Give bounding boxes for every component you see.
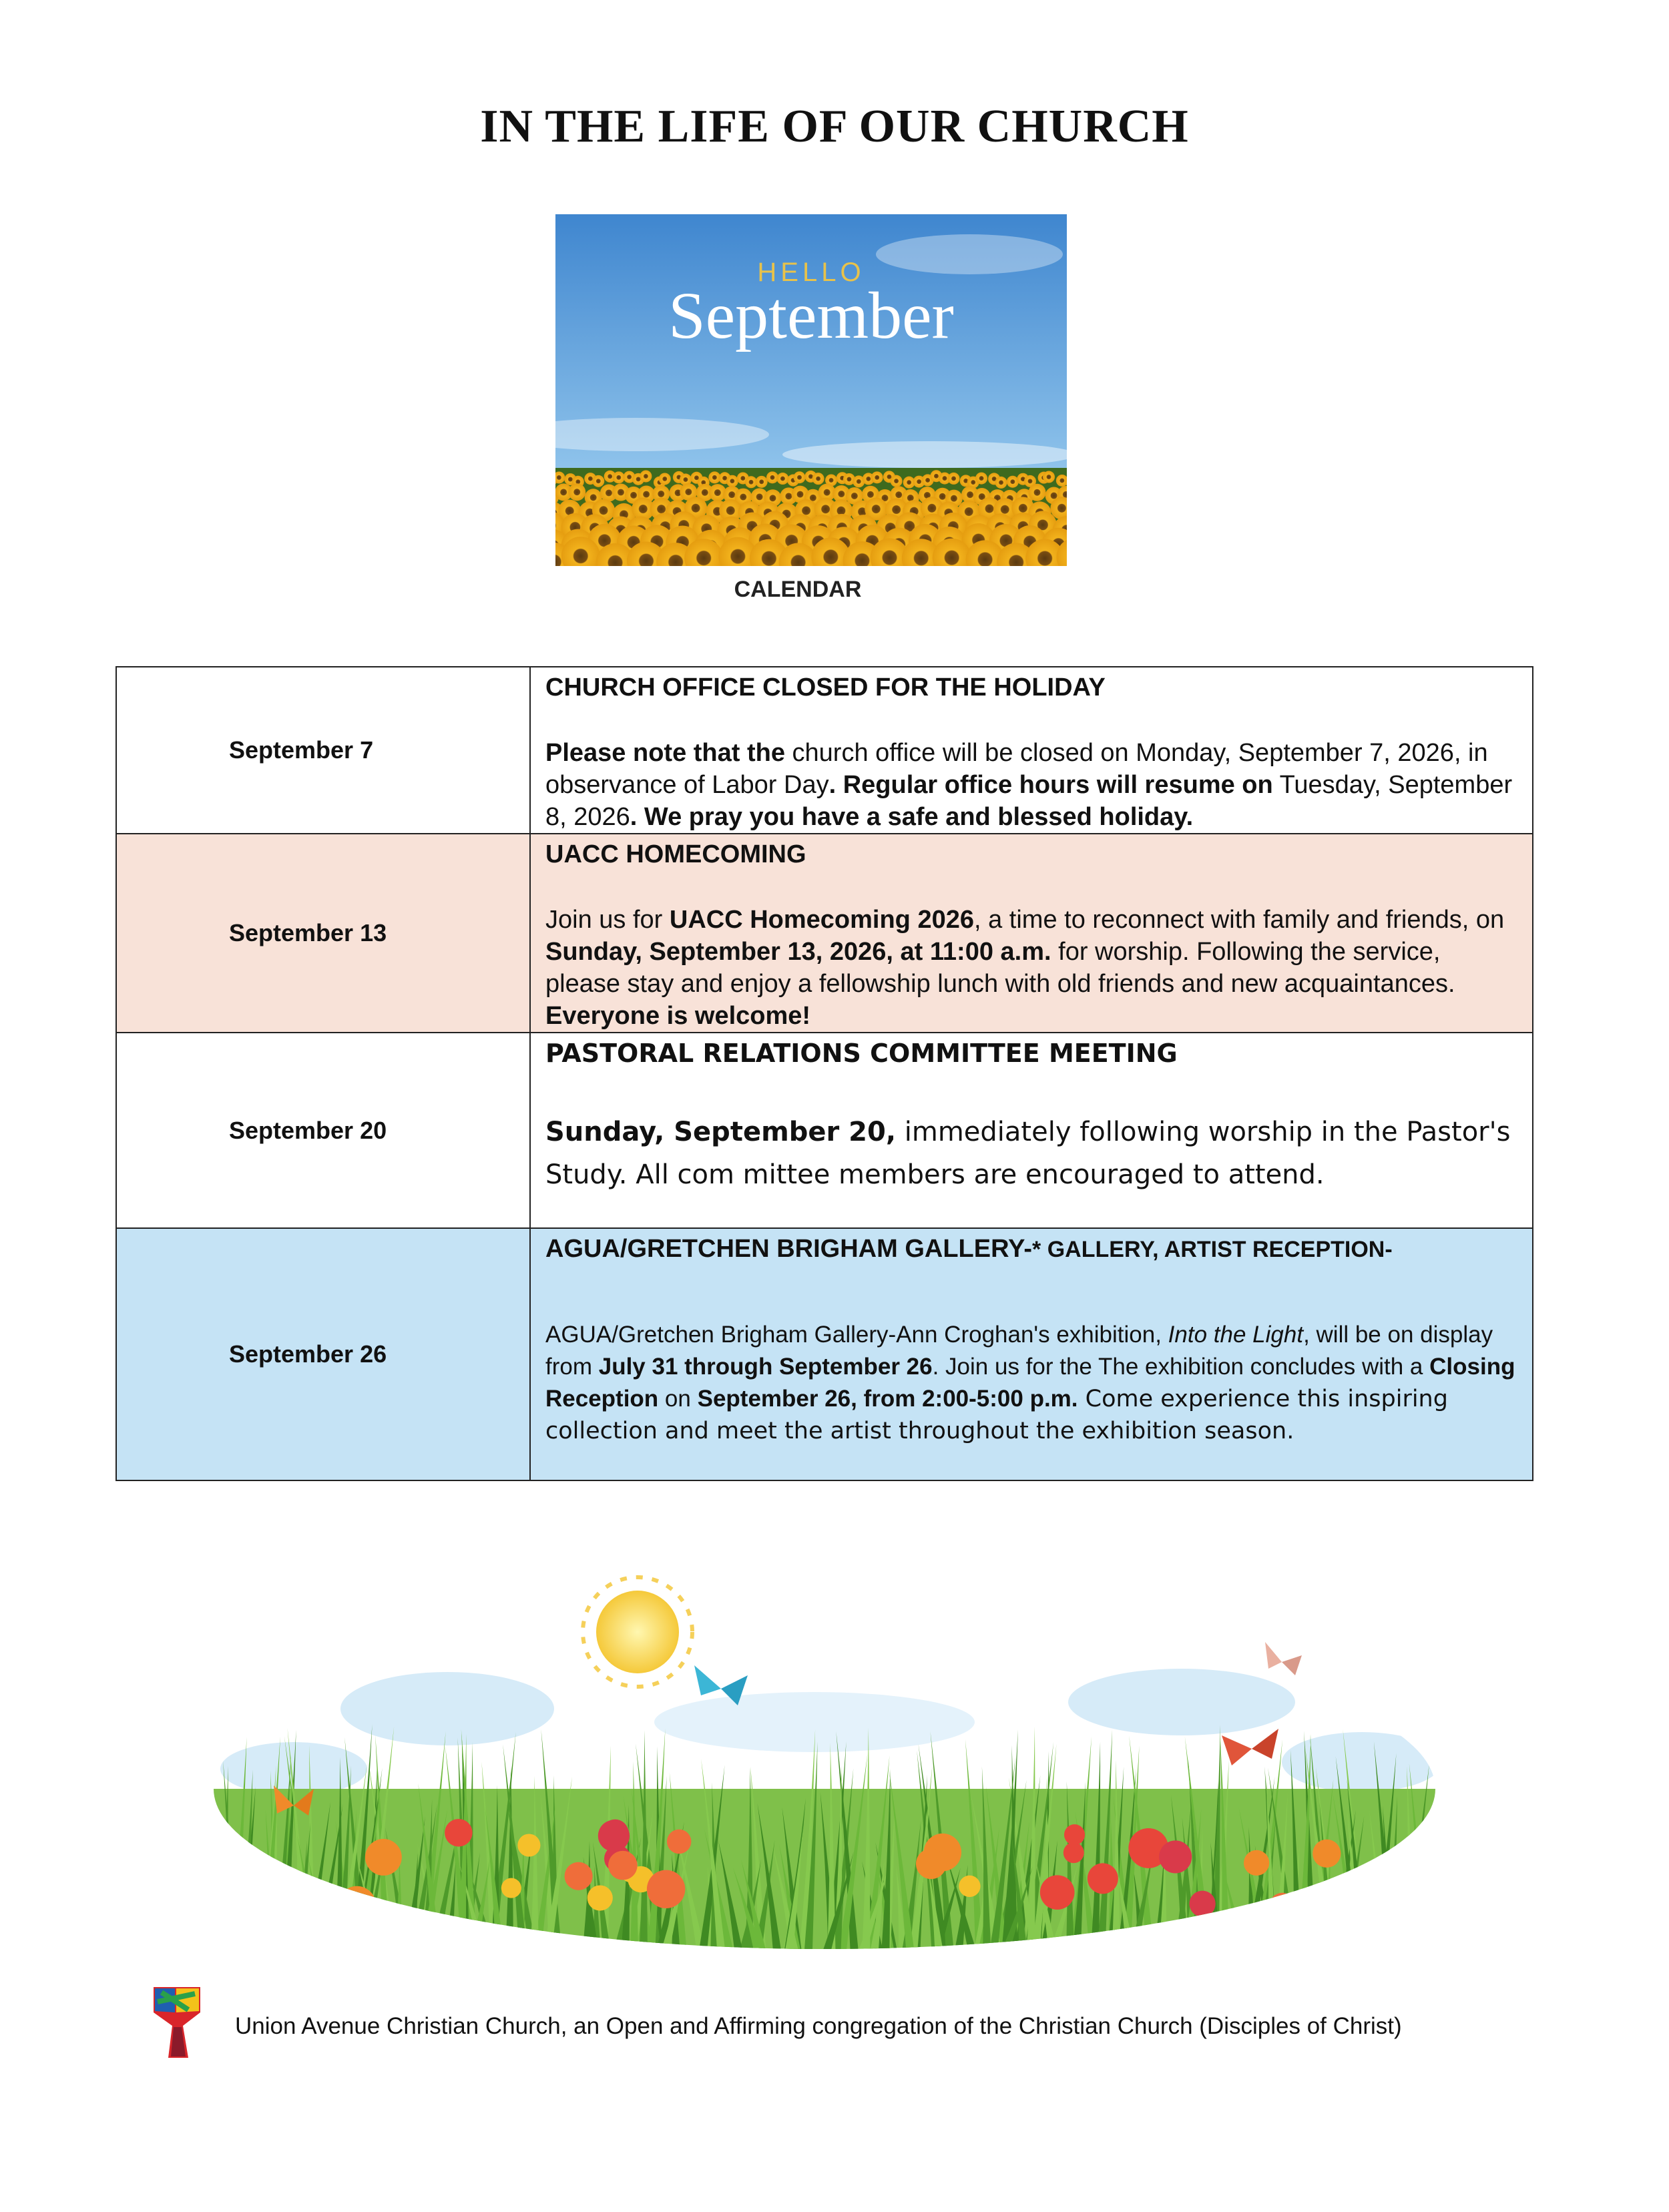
event-cell [530,667,1533,834]
calendar-label: CALENDAR [734,577,862,602]
calendar-row [116,1033,1533,1228]
event-cell [530,1228,1533,1480]
event-date: September 13 [116,834,530,1033]
event-heading: CHURCH OFFICE CLOSED FOR THE HOLIDAY [545,673,1106,702]
calendar-table [115,666,1533,1481]
event-date: September 20 [116,1033,530,1228]
page-title: IN THE LIFE OF OUR CHURCH [480,101,1189,152]
butterfly-icon [1265,1642,1302,1675]
spring-meadow-illustration [214,1569,1435,1949]
hello-september-image [555,214,1067,566]
event-description: Join us for UACC Homecoming 2026, a time to reconnect with family and friends, on Sunday, September 13, 2026, at 11:00 a.m. for worship. Following the service, please stay and enjoy a fellowship lunch with old friends and new acquaintances. Everyone is welcome! [545,906,1505,1030]
event-cell [530,1033,1533,1228]
hero-hello-text: HELLO [757,258,865,287]
event-date: September 26 [116,1228,530,1480]
event-cell [530,834,1533,1033]
event-heading: UACC HOMECOMING [545,840,806,868]
calendar-row [116,834,1533,1033]
hero-september-text: September [668,278,954,352]
footer-text: Union Avenue Christian Church, an Open and Affirming congregation of the Christian Church (Disciples of Christ) [235,2013,1402,2039]
event-heading: AGUA/GRETCHEN BRIGHAM GALLERY-* GALLERY, ARTIST RECEPTION- [545,1235,1393,1263]
event-date: September 7 [116,667,530,834]
calendar-row [116,667,1533,834]
event-description: AGUA/Gretchen Brigham Gallery-Ann Croghan's exhibition, Into the Light, will be on display from July 31 through September 26. Join us for the The exhibition concludes with a Closing Reception on September 26, from 2:00-5:00 p.m. Come experience this inspiring collection and meet the artist throughout the exhibition season. [545,1322,1515,1444]
event-heading: PASTORAL RELATIONS COMMITTEE MEETING [545,1039,1178,1068]
church-logo [148,1986,203,2060]
calendar-row [116,1228,1533,1480]
event-description: Please note that the church office will be closed on Monday, September 7, 2026, in observance of Labor Day. Regular office hours will resume on Tuesday, September 8, 2026. We pray you have a safe and blessed holiday. [545,739,1513,831]
event-description: Sunday, September 20, immediately following worship in the Pastor's Study. All com mittee members are encouraged to attend. [545,1117,1511,1190]
